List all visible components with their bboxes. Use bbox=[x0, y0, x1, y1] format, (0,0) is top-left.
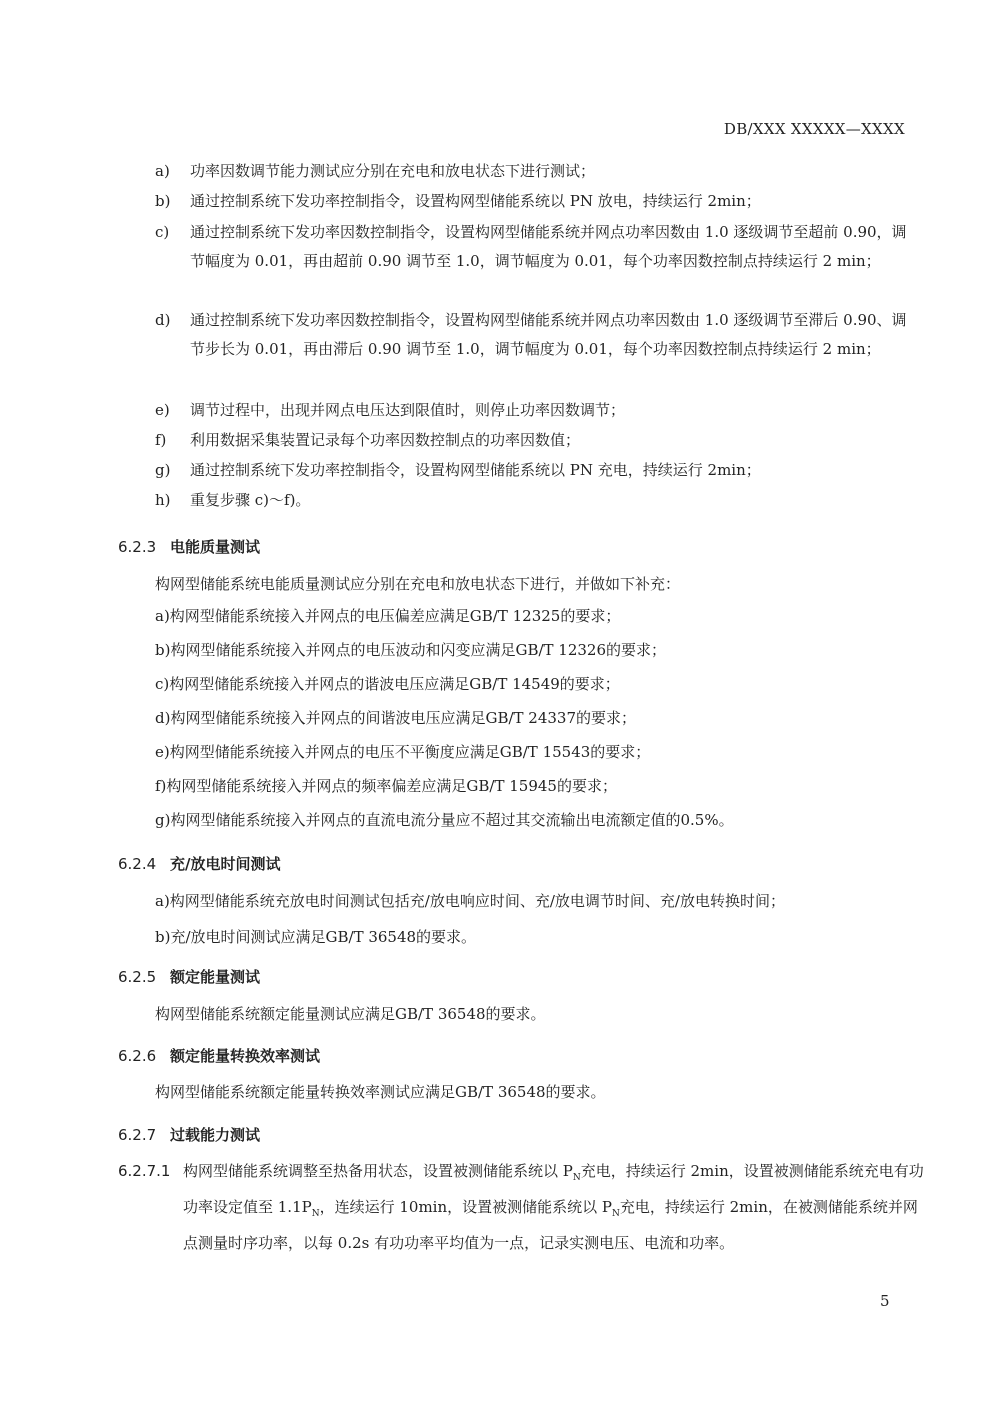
requirement-item: c)构网型储能系统接入并网点的谐波电压应满足GB/T 14549的要求； bbox=[155, 675, 620, 693]
clause-6-2-7-1 bbox=[118, 1157, 928, 1258]
section-heading-6-2-3 bbox=[118, 536, 260, 557]
subscript: N bbox=[612, 1209, 620, 1219]
requirement-item: a)构网型储能系统充放电时间测试包括充/放电响应时间、充/放电调节时间、充/放电转换时间； bbox=[155, 892, 785, 910]
section-heading-6-2-4 bbox=[118, 853, 280, 874]
requirement-item: b)充/放电时间测试应满足GB/T 36548的要求。 bbox=[155, 928, 477, 946]
list-marker: d) bbox=[155, 311, 171, 329]
list-item bbox=[155, 486, 915, 515]
section-number: 6.2.5 bbox=[118, 968, 157, 986]
requirement-item: a)构网型储能系统接入并网点的电压偏差应满足GB/T 12325的要求； bbox=[155, 607, 621, 625]
section-number: 6.2.6 bbox=[118, 1047, 157, 1065]
list-text: 功率因数调节能力测试应分别在充电和放电状态下进行测试； bbox=[190, 162, 596, 180]
section-heading-6-2-5 bbox=[118, 966, 260, 987]
list-marker: g) bbox=[155, 461, 171, 479]
list-text: 重复步骤 c)～f)。 bbox=[190, 491, 311, 509]
subscript: N bbox=[311, 1209, 320, 1219]
clause-text-part: 充电，持续运行 2min，设置被测储能系统充电有功功率设定值至 1.1P bbox=[183, 1162, 924, 1216]
page-number: 5 bbox=[880, 1292, 890, 1310]
list-marker: c) bbox=[155, 223, 170, 241]
list-item bbox=[155, 426, 915, 455]
section-number: 6.2.7 bbox=[118, 1126, 157, 1144]
section-heading-6-2-6 bbox=[118, 1045, 320, 1066]
section-title: 过载能力测试 bbox=[170, 1126, 261, 1144]
paragraph: 构网型储能系统额定能量测试应满足GB/T 36548的要求。 bbox=[155, 1005, 546, 1023]
document-code-header: DB/XXX XXXXX—XXXX bbox=[723, 120, 905, 138]
list-marker: f) bbox=[155, 431, 167, 449]
section-heading-6-2-7 bbox=[118, 1124, 260, 1145]
list-text: 通过控制系统下发功率因数控制指令，设置构网型储能系统并网点功率因数由 1.0 逐级调节至超前 0.90，调节幅度为 0.01，再由超前 0.90 调节至 1.0，调节幅度为 0.01，每个功率因数控制点持续运行 2 min； bbox=[190, 223, 907, 270]
list-marker: a) bbox=[155, 162, 170, 180]
clause-text-part: 充电，持续运行 2min，在被测储能系统并网点测量时序功率，以每 0.2s 有功功率平均值为一点，记录实测电压、电流和功率。 bbox=[183, 1198, 918, 1252]
section-title: 充/放电时间测试 bbox=[170, 855, 281, 873]
clause-text bbox=[183, 1157, 928, 1258]
list-text: 利用数据采集装置记录每个功率因数控制点的功率因数值； bbox=[190, 431, 581, 449]
list-item bbox=[155, 218, 915, 276]
list-item bbox=[155, 157, 915, 186]
paragraph: 构网型储能系统电能质量测试应分别在充电和放电状态下进行，并做如下补充： bbox=[155, 575, 681, 593]
section-number: 6.2.4 bbox=[118, 855, 157, 873]
requirement-item: g)构网型储能系统接入并网点的直流电流分量应不超过其交流输出电流额定值的0.5%。 bbox=[155, 811, 734, 829]
list-item bbox=[155, 456, 915, 485]
list-marker: h) bbox=[155, 491, 171, 509]
section-number: 6.2.3 bbox=[118, 538, 157, 556]
list-item bbox=[155, 306, 915, 364]
paragraph: 构网型储能系统额定能量转换效率测试应满足GB/T 36548的要求。 bbox=[155, 1083, 606, 1101]
section-title: 额定能量测试 bbox=[170, 968, 261, 986]
clause-text-part: ，连续运行 10min，设置被测储能系统以 P bbox=[319, 1198, 612, 1216]
list-marker: b) bbox=[155, 192, 171, 210]
requirement-item: e)构网型储能系统接入并网点的电压不平衡度应满足GB/T 15543的要求； bbox=[155, 743, 651, 761]
list-marker: e) bbox=[155, 401, 170, 419]
section-title: 额定能量转换效率测试 bbox=[170, 1047, 321, 1065]
list-text: 通过控制系统下发功率控制指令，设置构网型储能系统以 PN 放电，持续运行 2min； bbox=[190, 192, 761, 210]
list-item bbox=[155, 396, 915, 425]
clause-text-part: 构网型储能系统调整至热备用状态，设置被测储能系统以 P bbox=[183, 1162, 573, 1180]
list-text: 通过控制系统下发功率控制指令，设置构网型储能系统以 PN 充电，持续运行 2min； bbox=[190, 461, 761, 479]
subscript: N bbox=[572, 1173, 581, 1183]
requirement-item: d)构网型储能系统接入并网点的间谐波电压应满足GB/T 24337的要求； bbox=[155, 709, 637, 727]
requirement-item: b)构网型储能系统接入并网点的电压波动和闪变应满足GB/T 12326的要求； bbox=[155, 641, 667, 659]
clause-number: 6.2.7.1 bbox=[118, 1162, 171, 1180]
requirement-item: f)构网型储能系统接入并网点的频率偏差应满足GB/T 15945的要求； bbox=[155, 777, 617, 795]
list-text: 调节过程中，出现并网点电压达到限值时，则停止功率因数调节； bbox=[190, 401, 626, 419]
list-text: 通过控制系统下发功率因数控制指令，设置构网型储能系统并网点功率因数由 1.0 逐级调节至滞后 0.90、调节步长为 0.01，再由滞后 0.90 调节至 1.0，调节幅度为 0.01，每个功率因数控制点持续运行 2 min； bbox=[190, 311, 907, 358]
list-item bbox=[155, 187, 915, 216]
section-title: 电能质量测试 bbox=[170, 538, 261, 556]
